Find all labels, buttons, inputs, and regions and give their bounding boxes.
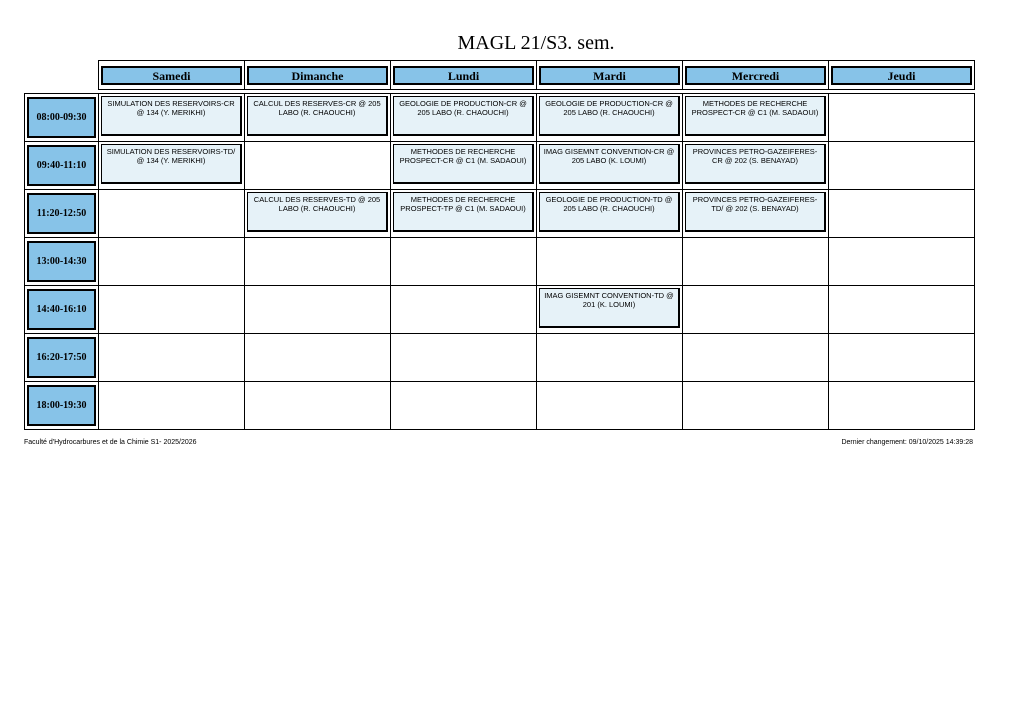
- course-block[interactable]: METHODES DE RECHERCHE PROSPECT-TP @ C1 (M. SADAOUI): [393, 192, 534, 232]
- schedule-cell: [99, 238, 245, 286]
- schedule-cell: [391, 94, 537, 142]
- time-slot-label: 16:20-17:50: [27, 337, 96, 378]
- schedule-cell: [391, 142, 537, 190]
- schedule-cell: [829, 238, 975, 286]
- day-header-lundi: Lundi: [393, 66, 534, 85]
- schedule-cell: [683, 142, 829, 190]
- schedule-cell: [245, 286, 391, 334]
- day-header-dimanche: Dimanche: [247, 66, 388, 85]
- time-slot-label: 13:00-14:30: [27, 241, 96, 282]
- day-header-cell: [391, 61, 537, 90]
- day-header-mercredi: Mercredi: [685, 66, 826, 85]
- day-header-cell: [829, 61, 975, 90]
- time-slot-cell: [25, 190, 99, 238]
- schedule-cell: [391, 334, 537, 382]
- schedule-cell: [683, 334, 829, 382]
- schedule-cell: [829, 382, 975, 430]
- course-block[interactable]: GEOLOGIE DE PRODUCTION-CR @ 205 LABO (R. CHAOUCHI): [393, 96, 534, 136]
- schedule-cell: [245, 94, 391, 142]
- schedule-cell: [99, 334, 245, 382]
- course-block[interactable]: CALCUL DES RESERVES-TD @ 205 LABO (R. CHAOUCHI): [247, 192, 388, 232]
- course-block[interactable]: IMAG GISEMNT CONVENTION-CR @ 205 LABO (K. LOUMI): [539, 144, 680, 184]
- course-block[interactable]: IMAG GISEMNT CONVENTION-TD @ 201 (K. LOUMI): [539, 288, 680, 328]
- schedule-cell: [683, 286, 829, 334]
- timetable-row: [25, 238, 975, 286]
- footer-institution: Faculté d'Hydrocarbures et de la Chimie S1- 2025/2026: [24, 439, 197, 446]
- schedule-cell: [537, 142, 683, 190]
- time-slot-cell: [25, 286, 99, 334]
- schedule-cell: [537, 94, 683, 142]
- day-header-row: [25, 61, 975, 90]
- course-block[interactable]: PROVINCES PETRO-GAZEIFERES-TD/ @ 202 (S. BENAYAD): [685, 192, 826, 232]
- time-slot-label: 08:00-09:30: [27, 97, 96, 138]
- course-block[interactable]: GEOLOGIE DE PRODUCTION-CR @ 205 LABO (R. CHAOUCHI): [539, 96, 680, 136]
- timetable-row: [25, 142, 975, 190]
- time-slot-cell: [25, 334, 99, 382]
- schedule-cell: [245, 334, 391, 382]
- schedule-cell: [683, 190, 829, 238]
- schedule-cell: [245, 190, 391, 238]
- footer-last-change: Dernier changement: 09/10/2025 14:39:28: [841, 439, 973, 446]
- course-block[interactable]: SIMULATION DES RESERVOIRS-CR @ 134 (Y. MERIKHI): [101, 96, 242, 136]
- schedule-cell: [537, 238, 683, 286]
- course-block[interactable]: METHODES DE RECHERCHE PROSPECT-CR @ C1 (M. SADAOUI): [393, 144, 534, 184]
- schedule-cell: [391, 238, 537, 286]
- schedule-cell: [245, 382, 391, 430]
- timetable-row: [25, 334, 975, 382]
- schedule-cell: [99, 286, 245, 334]
- schedule-cell: [245, 238, 391, 286]
- timetable-row: [25, 286, 975, 334]
- schedule-cell: [829, 142, 975, 190]
- schedule-cell: [537, 334, 683, 382]
- corner-cell: [25, 61, 99, 90]
- schedule-cell: [537, 286, 683, 334]
- time-slot-cell: [25, 142, 99, 190]
- schedule-cell: [391, 190, 537, 238]
- timetable-row: [25, 94, 975, 142]
- day-header-samedi: Samedi: [101, 66, 242, 85]
- day-header-cell: [683, 61, 829, 90]
- schedule-cell: [829, 94, 975, 142]
- time-slot-cell: [25, 382, 99, 430]
- time-slot-label: 09:40-11:10: [27, 145, 96, 186]
- timetable: [24, 60, 975, 430]
- schedule-cell: [829, 190, 975, 238]
- day-header-jeudi: Jeudi: [831, 66, 972, 85]
- time-slot-label: 18:00-19:30: [27, 385, 96, 426]
- time-slot-label: 11:20-12:50: [27, 193, 96, 234]
- schedule-cell: [99, 142, 245, 190]
- schedule-cell: [683, 94, 829, 142]
- time-slot-cell: [25, 238, 99, 286]
- schedule-cell: [829, 286, 975, 334]
- timetable-row: [25, 382, 975, 430]
- page-title: MAGL 21/S3. sem.: [457, 32, 615, 54]
- schedule-cell: [99, 382, 245, 430]
- schedule-cell: [99, 94, 245, 142]
- course-block[interactable]: GEOLOGIE DE PRODUCTION-TD @ 205 LABO (R. CHAOUCHI): [539, 192, 680, 232]
- schedule-cell: [391, 382, 537, 430]
- course-block[interactable]: CALCUL DES RESERVES-CR @ 205 LABO (R. CHAOUCHI): [247, 96, 388, 136]
- timetable-body: [25, 94, 975, 430]
- timetable-row: [25, 190, 975, 238]
- schedule-cell: [99, 190, 245, 238]
- schedule-cell: [683, 238, 829, 286]
- day-header-cell: [99, 61, 245, 90]
- time-slot-cell: [25, 94, 99, 142]
- time-slot-label: 14:40-16:10: [27, 289, 96, 330]
- schedule-cell: [391, 286, 537, 334]
- schedule-cell: [829, 334, 975, 382]
- day-header-cell: [537, 61, 683, 90]
- day-header-cell: [245, 61, 391, 90]
- course-block[interactable]: SIMULATION DES RESERVOIRS-TD/ @ 134 (Y. MERIKHI): [101, 144, 242, 184]
- day-header-mardi: Mardi: [539, 66, 680, 85]
- course-block[interactable]: METHODES DE RECHERCHE PROSPECT-CR @ C1 (M. SADAOUI): [685, 96, 826, 136]
- schedule-cell: [537, 382, 683, 430]
- schedule-cell: [683, 382, 829, 430]
- schedule-cell: [245, 142, 391, 190]
- schedule-cell: [537, 190, 683, 238]
- course-block[interactable]: PROVINCES PETRO-GAZEIFERES-CR @ 202 (S. BENAYAD): [685, 144, 826, 184]
